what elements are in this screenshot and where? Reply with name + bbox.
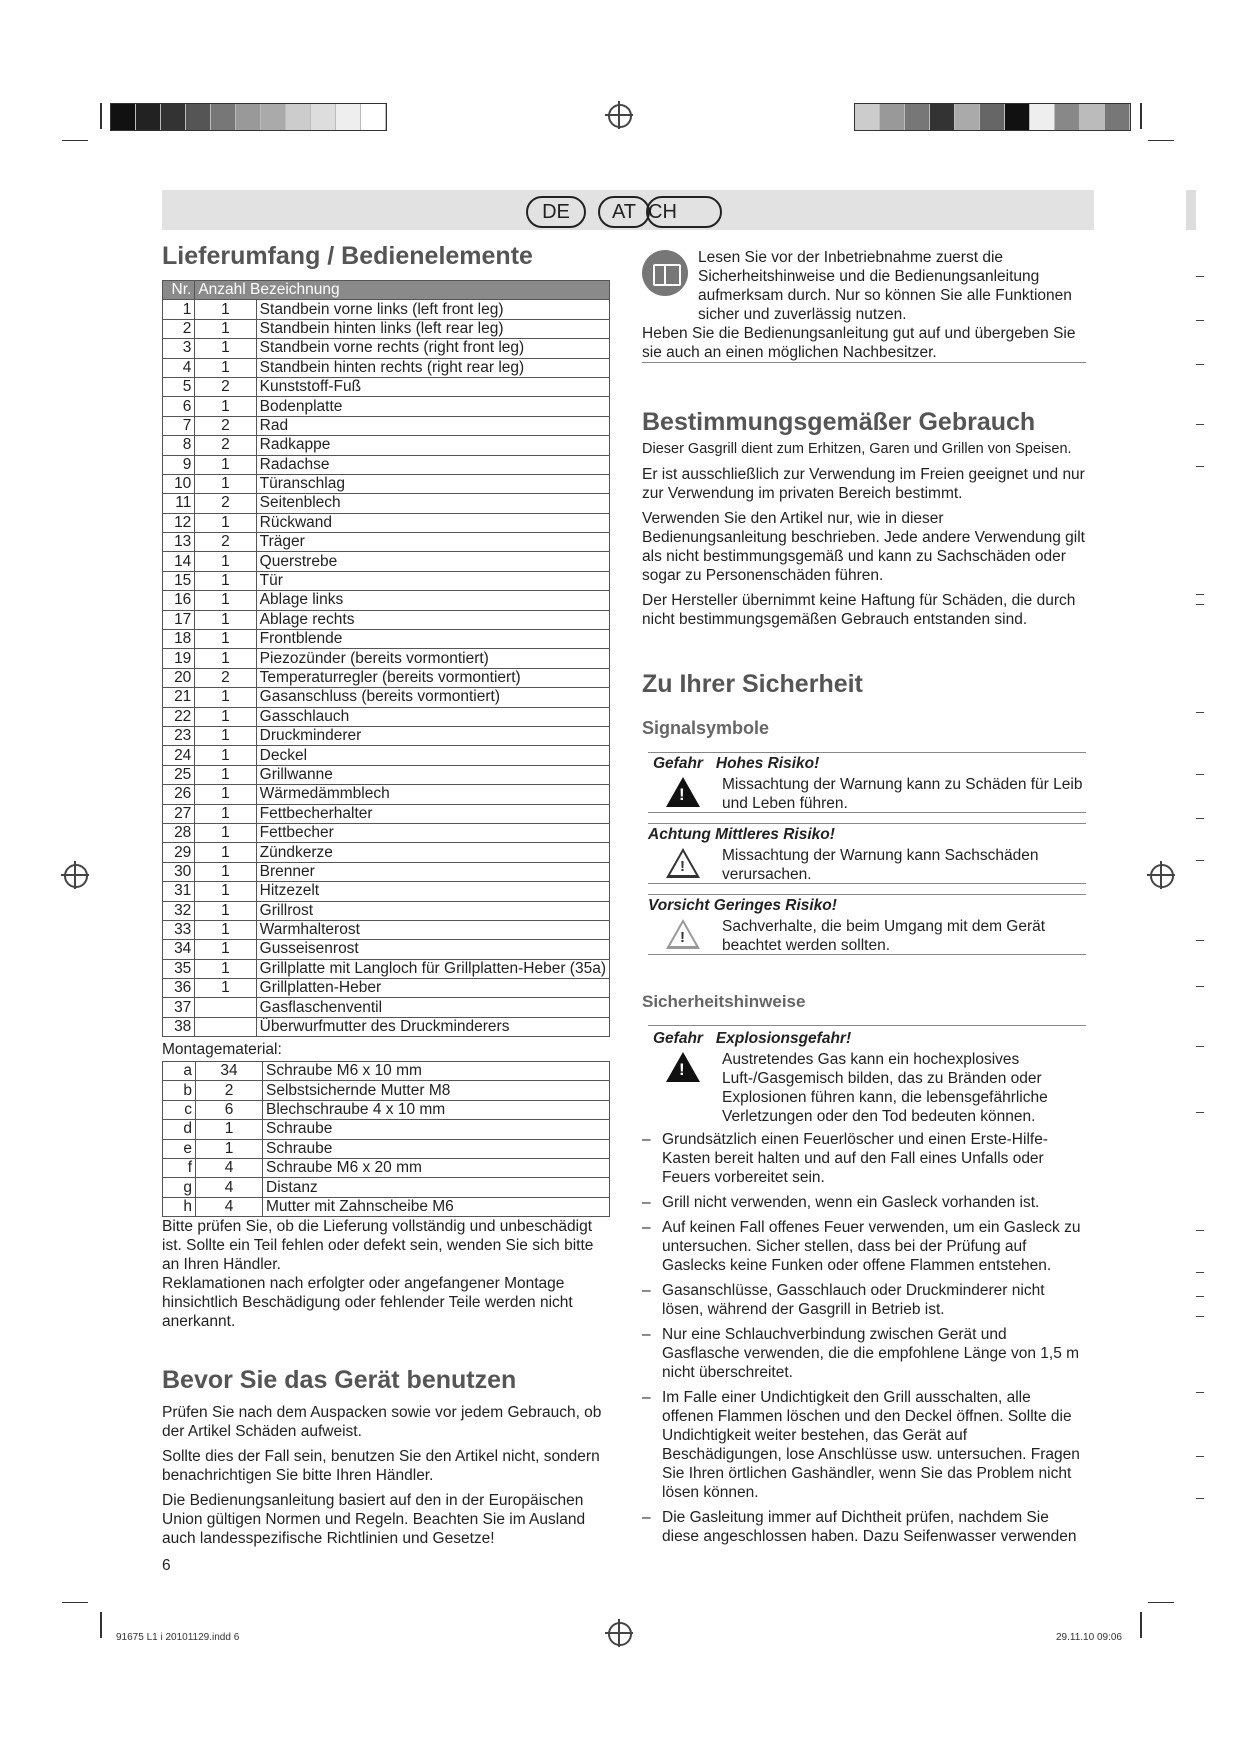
cell-bezeichnung: Radkappe <box>256 436 609 455</box>
table-row <box>163 319 610 338</box>
crop-mark <box>1148 140 1174 141</box>
cell-anzahl: 1 <box>195 882 256 901</box>
margin-mark <box>1196 276 1204 277</box>
margin-mark <box>1196 1392 1204 1393</box>
cell-anzahl: 2 <box>195 377 256 396</box>
list-item: – Auf keinen Fall offenes Feuer verwenden, um ein Gasleck zu untersuchen. Sicher stellen, dass bei der Prüfung auf Gaslecks keine Funken oder offene Flammen entstehen. <box>642 1218 1086 1275</box>
signal-caution <box>648 897 1096 955</box>
cell-bezeichnung: Wärmedämmblech <box>256 785 609 804</box>
cell-nr: 8 <box>163 436 195 455</box>
margin-mark <box>1196 860 1204 861</box>
subsection-title-signals: Signalsymbole <box>642 718 770 738</box>
cell-anzahl: 1 <box>195 804 256 823</box>
signal-warning-text: Missachtung der Warnung kann Sachschäden verursachen. <box>722 847 1039 883</box>
montage-label: Montagematerial: <box>162 1041 282 1058</box>
cell-bezeichnung: Temperaturregler (bereits vormontiert) <box>256 668 609 687</box>
section-title-safety: Zu Ihrer Sicherheit <box>642 670 863 698</box>
signal-caution-text: Sachverhalte, die beim Umgang mit dem Gerät beachtet werden sollten. <box>722 918 1046 954</box>
table-row <box>163 668 610 687</box>
cell-nr: 5 <box>163 377 195 396</box>
cell-bezeichnung: Deckel <box>256 746 609 765</box>
cell-anzahl: 1 <box>196 1120 263 1139</box>
cell-nr: 27 <box>163 804 195 823</box>
cell-key: h <box>163 1197 196 1216</box>
cell-anzahl: 1 <box>195 746 256 765</box>
table-row <box>163 1100 610 1119</box>
table-row <box>163 1081 610 1100</box>
page-number: 6 <box>162 1557 171 1574</box>
cell-anzahl: 34 <box>196 1062 263 1081</box>
crop-mark <box>62 140 88 141</box>
table-row <box>163 591 610 610</box>
cell-nr: 25 <box>163 765 195 784</box>
divider <box>648 894 1086 895</box>
signal-explosion-text: Austretendes Gas kann ein hochexplosives Luft-/Gasgemisch bilden, das zu Bränden oder Explosionen führen kann, die lebensgefährliche Verletzungen oder den Tod bedeuten können. <box>722 1051 1048 1125</box>
list-item: – Grill nicht verwenden, wenn ein Gasleck vorhanden ist. <box>642 1193 1086 1212</box>
cell-bezeichnung: Tür <box>256 571 609 590</box>
cell-anzahl: 4 <box>196 1158 263 1177</box>
cell-bezeichnung: Rad <box>256 416 609 435</box>
signal-explosion <box>648 1030 1096 1126</box>
signal-explosion-heading: Gefahr Explosionsgefahr! <box>653 1030 852 1047</box>
cell-anzahl: 1 <box>195 300 256 319</box>
table-row <box>163 533 610 552</box>
cell-anzahl: 1 <box>195 455 256 474</box>
cell-anzahl: 2 <box>195 416 256 435</box>
paragraph: Sollte dies der Fall sein, benutzen Sie den Artikel nicht, sondern benachrichtigen Sie bitte Ihren Händler. <box>162 1448 600 1484</box>
cell-bezeichnung: Gasflaschenventil <box>256 998 609 1017</box>
cell-bezeichnung: Gusseisenrost <box>256 940 609 959</box>
divider <box>648 954 1086 955</box>
signal-caution-heading: Vorsicht Geringes Risiko! <box>648 897 837 914</box>
margin-mark <box>1196 1230 1204 1231</box>
divider <box>648 752 1086 753</box>
cell-bezeichnung: Frontblende <box>256 630 609 649</box>
table-row <box>163 785 610 804</box>
divider <box>642 362 1086 363</box>
cell-anzahl <box>195 1017 256 1036</box>
table-row <box>163 920 610 939</box>
cell-anzahl: 1 <box>195 959 256 978</box>
cell-key: c <box>163 1100 196 1119</box>
safety-bullets <box>642 1130 1086 1552</box>
cell-nr: 16 <box>163 591 195 610</box>
col-header-nr: Nr. <box>163 281 195 300</box>
before-use-text <box>162 1403 610 1554</box>
cell-anzahl: 1 <box>195 339 256 358</box>
cell-bezeichnung: Überwurfmutter des Druckminderers <box>256 1017 609 1036</box>
material-table <box>162 1061 610 1217</box>
table-row <box>163 804 610 823</box>
footer-file: 91675 L1 i 20101129.indd 6 <box>116 1632 240 1643</box>
cell-nr: 26 <box>163 785 195 804</box>
table-row <box>163 1158 610 1177</box>
cell-bezeichnung: Piezozünder (bereits vormontiert) <box>256 649 609 668</box>
table-row <box>163 630 610 649</box>
cell-nr: 18 <box>163 630 195 649</box>
table-row <box>163 726 610 745</box>
cell-key: e <box>163 1139 196 1158</box>
list-item: – Grundsätzlich einen Feuerlöscher und einen Erste-Hilfe-Kasten bereit halten und auf den Fall eines Unfalls oder Feuers vorbereitet sein. <box>642 1130 1086 1187</box>
paragraph: Prüfen Sie nach dem Auspacken sowie vor jedem Gebrauch, ob der Artikel Schäden aufweist. <box>162 1404 602 1440</box>
cell-bezeichnung: Radachse <box>256 455 609 474</box>
section-title-delivery: Lieferumfang / Bedienelemente <box>162 242 533 270</box>
table-row <box>163 494 610 513</box>
lang-tab-at: AT <box>598 196 650 228</box>
list-item: – Die Gasleitung immer auf Dichtheit prüfen, nachdem Sie diese angeschlossen haben. Dazu Seifenwasser verwenden <box>642 1508 1086 1546</box>
cell-nr: 9 <box>163 455 195 474</box>
cell-nr: 19 <box>163 649 195 668</box>
cell-nr: 29 <box>163 843 195 862</box>
delivery-check-text <box>162 1217 610 1331</box>
list-item: – Nur eine Schlauchverbindung zwischen Gerät und Gasflasche verwenden, die die empfohlene Länge von 1,5 m nicht überschreitet. <box>642 1325 1086 1382</box>
edge-tab <box>1186 190 1196 230</box>
intro-paragraph-2: Heben Sie die Bedienungsanleitung gut auf und übergeben Sie sie auch an einen möglichen Nachbesitzer. <box>642 325 1076 361</box>
cell-nr: 4 <box>163 358 195 377</box>
cell-anzahl: 1 <box>195 843 256 862</box>
cell-nr: 32 <box>163 901 195 920</box>
cell-bezeichnung: Gasschlauch <box>256 707 609 726</box>
cell-nr: 34 <box>163 940 195 959</box>
table-row <box>163 1120 610 1139</box>
cell-bezeichnung: Hitzezelt <box>256 882 609 901</box>
crop-mark <box>100 103 102 129</box>
margin-mark <box>1196 1456 1204 1457</box>
cell-anzahl: 2 <box>195 494 256 513</box>
signal-danger-text: Missachtung der Warnung kann zu Schäden für Leib und Leben führen. <box>722 776 1083 812</box>
cell-anzahl: 1 <box>195 649 256 668</box>
cell-anzahl: 1 <box>195 610 256 629</box>
cell-key: b <box>163 1081 196 1100</box>
cell-bezeichnung: Schraube M6 x 20 mm <box>263 1158 610 1177</box>
table-row <box>163 688 610 707</box>
margin-mark <box>1196 1498 1204 1499</box>
margin-mark <box>1196 818 1204 819</box>
table-row <box>163 843 610 862</box>
cell-nr: 31 <box>163 882 195 901</box>
registration-mark-icon <box>608 1622 632 1646</box>
parts-table <box>162 280 610 1037</box>
crop-mark <box>62 1602 88 1603</box>
cell-anzahl: 1 <box>195 823 256 842</box>
cell-nr: 24 <box>163 746 195 765</box>
table-row <box>163 901 610 920</box>
intro-paragraph-1: Lesen Sie vor der Inbetriebnahme zuerst die Sicherheitshinweise und die Bedienungsanleitung aufmerksam durch. Nur so können Sie alle Funktionen sicher und zuverlässig nutzen. <box>698 249 1072 323</box>
cell-nr: 2 <box>163 319 195 338</box>
margin-mark <box>1196 774 1204 775</box>
cell-bezeichnung: Schraube <box>263 1139 610 1158</box>
crop-mark <box>100 1612 102 1638</box>
table-row <box>163 436 610 455</box>
cell-nr: 20 <box>163 668 195 687</box>
cell-bezeichnung: Standbein hinten rechts (right rear leg) <box>256 358 609 377</box>
margin-mark <box>1196 1316 1204 1317</box>
table-row <box>163 377 610 396</box>
table-row <box>163 979 610 998</box>
registration-mark-icon <box>608 104 632 128</box>
cell-nr: 21 <box>163 688 195 707</box>
margin-mark <box>1196 604 1204 605</box>
table-row <box>163 1178 610 1197</box>
color-bar-right <box>854 103 1131 131</box>
cell-bezeichnung: Fettbecherhalter <box>256 804 609 823</box>
cell-bezeichnung: Schraube <box>263 1120 610 1139</box>
table-row <box>163 571 610 590</box>
margin-mark <box>1196 466 1204 467</box>
table-row <box>163 746 610 765</box>
lang-tab-ch: CH <box>646 196 722 228</box>
cell-key: a <box>163 1062 196 1081</box>
list-item: – Im Falle einer Undichtigkeit den Grill ausschalten, alle offenen Flammen löschen und den Deckel öffnen. Sollte die Undichtigkeit weiter bestehen, das Gerät auf Beschädigungen, lose Anschlüsse usw. untersuchen. Fragen Sie Ihren örtlichen Gashändler, wenn Sie das Problem nicht lösen können. <box>642 1388 1086 1502</box>
cell-anzahl: 1 <box>195 552 256 571</box>
table-row <box>163 1139 610 1158</box>
col-header-anzahl-bez: Anzahl Bezeichnung <box>195 281 610 300</box>
cell-nr: 3 <box>163 339 195 358</box>
cell-bezeichnung: Träger <box>256 533 609 552</box>
cell-anzahl: 1 <box>195 940 256 959</box>
table-row <box>163 474 610 493</box>
warning-triangle-icon: ! <box>666 848 700 878</box>
cell-bezeichnung: Warmhalterost <box>256 920 609 939</box>
divider <box>648 812 1086 813</box>
table-row <box>163 940 610 959</box>
cell-bezeichnung: Grillplatte mit Langloch für Grillplatten-Heber (35a) <box>256 959 609 978</box>
cell-nr: 28 <box>163 823 195 842</box>
list-item: – Gasanschlüsse, Gasschlauch oder Druckminderer nicht lösen, während der Gasgrill in Betrieb ist. <box>642 1281 1086 1319</box>
paragraph: Dieser Gasgrill dient zum Erhitzen, Garen und Grillen von Speisen. <box>642 441 1072 457</box>
crop-mark <box>1148 1602 1174 1603</box>
crop-mark <box>1140 103 1142 129</box>
cell-anzahl: 1 <box>195 397 256 416</box>
cell-nr: 6 <box>163 397 195 416</box>
margin-mark <box>1196 940 1204 941</box>
table-row <box>163 707 610 726</box>
cell-bezeichnung: Standbein hinten links (left rear leg) <box>256 319 609 338</box>
cell-nr: 33 <box>163 920 195 939</box>
cell-nr: 35 <box>163 959 195 978</box>
table-row <box>163 959 610 978</box>
cell-bezeichnung: Grillwanne <box>256 765 609 784</box>
cell-bezeichnung: Distanz <box>263 1178 610 1197</box>
cell-anzahl: 1 <box>196 1139 263 1158</box>
cell-anzahl: 1 <box>195 726 256 745</box>
cell-bezeichnung: Ablage links <box>256 591 609 610</box>
margin-mark <box>1196 320 1204 321</box>
margin-mark <box>1196 594 1204 595</box>
divider <box>648 823 1086 824</box>
cell-anzahl: 1 <box>195 920 256 939</box>
signal-danger-heading: Gefahr Hohes Risiko! <box>653 755 820 772</box>
intended-use-text <box>642 440 1086 635</box>
cell-anzahl: 1 <box>195 862 256 881</box>
cell-bezeichnung: Blechschraube 4 x 10 mm <box>263 1100 610 1119</box>
cell-anzahl: 1 <box>195 630 256 649</box>
cell-anzahl: 1 <box>195 707 256 726</box>
cell-anzahl: 1 <box>195 591 256 610</box>
crop-mark <box>1140 1612 1142 1638</box>
section-title-intended-use: Bestimmungsgemäßer Gebrauch <box>642 408 1036 436</box>
lang-tab-de: DE <box>526 196 586 228</box>
color-bar-left <box>110 103 387 131</box>
divider <box>648 1025 1086 1026</box>
cell-anzahl: 2 <box>195 668 256 687</box>
cell-bezeichnung: Druckminderer <box>256 726 609 745</box>
table-row <box>163 823 610 842</box>
margin-mark <box>1196 1296 1204 1297</box>
table-row <box>163 649 610 668</box>
cell-bezeichnung: Ablage rechts <box>256 610 609 629</box>
signal-danger <box>648 755 1096 813</box>
margin-mark <box>1196 986 1204 987</box>
cell-key: f <box>163 1158 196 1177</box>
cell-anzahl: 2 <box>195 533 256 552</box>
table-row <box>163 862 610 881</box>
table-row <box>163 765 610 784</box>
cell-anzahl: 2 <box>196 1081 263 1100</box>
signal-warning-heading: Achtung Mittleres Risiko! <box>648 826 835 843</box>
margin-mark <box>1196 712 1204 713</box>
cell-anzahl: 1 <box>195 474 256 493</box>
cell-bezeichnung: Selbstsichernde Mutter M8 <box>263 1081 610 1100</box>
cell-nr: 11 <box>163 494 195 513</box>
cell-nr: 23 <box>163 726 195 745</box>
danger-triangle-icon: ! <box>666 777 700 807</box>
table-row <box>163 610 610 629</box>
table-row <box>163 339 610 358</box>
parts-table-header <box>163 281 610 300</box>
table-row <box>163 1017 610 1036</box>
cell-nr: 38 <box>163 1017 195 1036</box>
cell-anzahl: 1 <box>195 358 256 377</box>
cell-anzahl: 6 <box>196 1100 263 1119</box>
cell-nr: 30 <box>163 862 195 881</box>
cell-bezeichnung: Schraube M6 x 10 mm <box>263 1062 610 1081</box>
cell-bezeichnung: Fettbecher <box>256 823 609 842</box>
cell-anzahl: 1 <box>195 901 256 920</box>
cell-anzahl: 4 <box>196 1197 263 1216</box>
paragraph: Er ist ausschließlich zur Verwendung im Freien geeignet und nur zur Verwendung im privaten Bereich bestimmt. <box>642 466 1085 502</box>
cell-bezeichnung: Türanschlag <box>256 474 609 493</box>
cell-bezeichnung: Gasanschluss (bereits vormontiert) <box>256 688 609 707</box>
cell-bezeichnung: Bodenplatte <box>256 397 609 416</box>
cell-anzahl: 4 <box>196 1178 263 1197</box>
cell-anzahl: 1 <box>195 765 256 784</box>
cell-nr: 36 <box>163 979 195 998</box>
registration-mark-icon <box>1150 864 1174 888</box>
cell-anzahl: 2 <box>195 436 256 455</box>
margin-mark <box>1196 424 1204 425</box>
danger-triangle-icon: ! <box>666 1052 700 1082</box>
cell-nr: 37 <box>163 998 195 1017</box>
table-row <box>163 552 610 571</box>
margin-mark <box>1196 364 1204 365</box>
cell-nr: 17 <box>163 610 195 629</box>
subsection-title-safety-hints: Sicherheitshinweise <box>642 992 806 1011</box>
cell-anzahl: 1 <box>195 785 256 804</box>
cell-bezeichnung: Seitenblech <box>256 494 609 513</box>
cell-bezeichnung: Brenner <box>256 862 609 881</box>
caution-triangle-icon: ! <box>666 919 700 949</box>
paragraph: Der Hersteller übernimmt keine Haftung für Schäden, die durch nicht bestimmungsgemäßen Gebrauch entstanden sind. <box>642 592 1076 628</box>
margin-mark <box>1196 1272 1204 1273</box>
registration-mark-icon <box>64 864 88 888</box>
cell-bezeichnung: Querstrebe <box>256 552 609 571</box>
table-row <box>163 397 610 416</box>
check-text: Bitte prüfen Sie, ob die Lieferung vollständig und unbeschädigt ist. Sollte ein Teil fehlen oder defekt sein, wenden Sie sich bitte an Ihren Händler. <box>162 1218 594 1273</box>
margin-mark <box>1196 1112 1204 1113</box>
table-row <box>163 455 610 474</box>
cell-nr: 22 <box>163 707 195 726</box>
cell-nr: 10 <box>163 474 195 493</box>
cell-key: g <box>163 1178 196 1197</box>
table-row <box>163 882 610 901</box>
cell-nr: 13 <box>163 533 195 552</box>
cell-anzahl: 1 <box>195 571 256 590</box>
table-row <box>163 998 610 1017</box>
cell-anzahl <box>195 998 256 1017</box>
cell-bezeichnung: Standbein vorne rechts (right front leg) <box>256 339 609 358</box>
table-row <box>163 513 610 532</box>
cell-anzahl: 1 <box>195 513 256 532</box>
table-row <box>163 358 610 377</box>
section-title-before-use: Bevor Sie das Gerät benutzen <box>162 1366 517 1394</box>
cell-bezeichnung: Zündkerze <box>256 843 609 862</box>
table-row <box>163 416 610 435</box>
cell-anzahl: 1 <box>195 319 256 338</box>
paragraph: Die Bedienungsanleitung basiert auf den in der Europäischen Union gültigen Normen und Regeln. Beachten Sie im Ausland auch landesspezifische Richtlinien und Gesetze! <box>162 1492 586 1547</box>
footer-datetime: 29.11.10 09:06 <box>1056 1632 1122 1643</box>
intro-block <box>642 248 1086 362</box>
claims-text: Reklamationen nach erfolgter oder angefangener Montage hinsichtlich Beschädigung oder fehlender Teile werden nicht anerkannt. <box>162 1275 573 1330</box>
cell-bezeichnung: Rückwand <box>256 513 609 532</box>
table-row <box>163 300 610 319</box>
cell-nr: 7 <box>163 416 195 435</box>
cell-nr: 12 <box>163 513 195 532</box>
cell-nr: 14 <box>163 552 195 571</box>
cell-bezeichnung: Standbein vorne links (left front leg) <box>256 300 609 319</box>
cell-bezeichnung: Mutter mit Zahnscheibe M6 <box>263 1197 610 1216</box>
table-row <box>163 1197 610 1216</box>
cell-nr: 1 <box>163 300 195 319</box>
cell-bezeichnung: Grillrost <box>256 901 609 920</box>
paragraph: Verwenden Sie den Artikel nur, wie in dieser Bedienungsanleitung beschrieben. Jede andere Verwendung gilt als nicht bestimmungsgemäß und kann zu Sachschäden oder sogar zu Personenschäden führen. <box>642 510 1085 584</box>
cell-bezeichnung: Kunststoff-Fuß <box>256 377 609 396</box>
cell-nr: 15 <box>163 571 195 590</box>
table-row <box>163 1062 610 1081</box>
signal-warning <box>648 826 1096 884</box>
divider <box>648 883 1086 884</box>
margin-mark <box>1196 1046 1204 1047</box>
cell-bezeichnung: Grillplatten-Heber <box>256 979 609 998</box>
cell-anzahl: 1 <box>195 688 256 707</box>
cell-key: d <box>163 1120 196 1139</box>
cell-anzahl: 1 <box>195 979 256 998</box>
